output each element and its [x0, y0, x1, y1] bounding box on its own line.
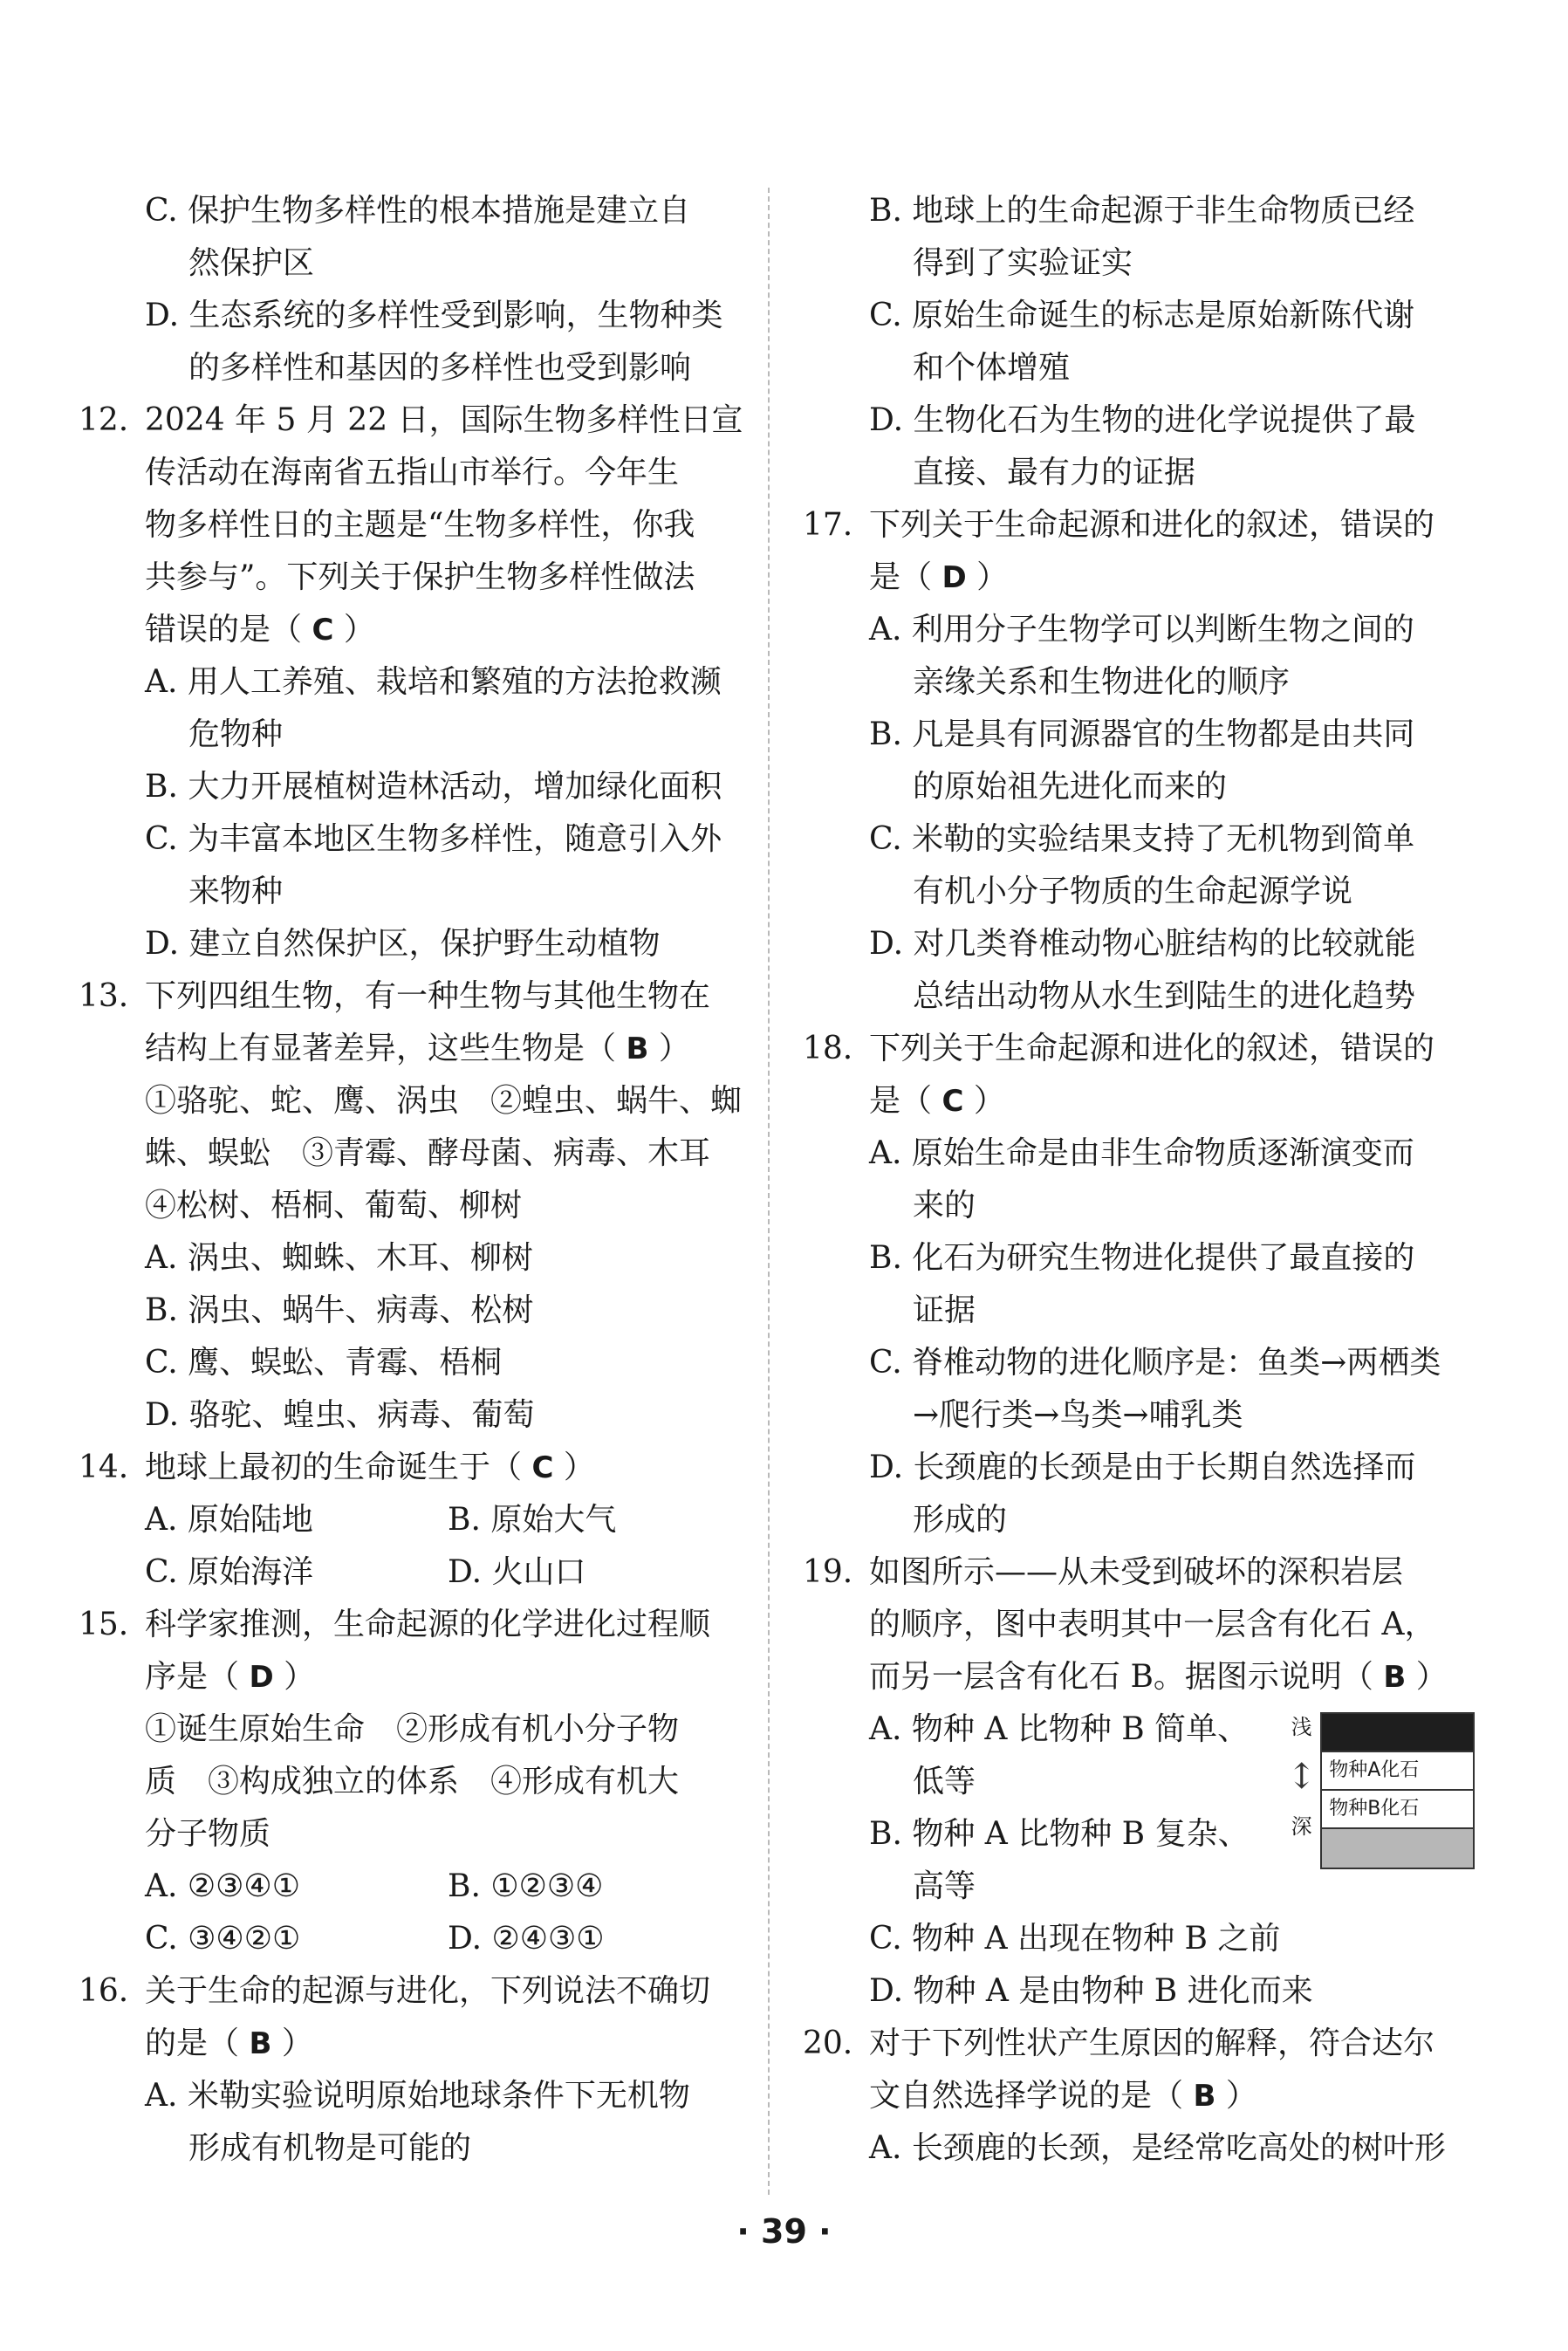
question-14	[79, 1442, 750, 1599]
stem-line: 是（ D ）	[869, 559, 1009, 595]
strata-layers	[1320, 1712, 1475, 1869]
group-line: ①诞生原始生命 ②形成有机小分子物	[145, 1711, 680, 1747]
options-row	[79, 1913, 750, 1965]
question-stem: 17. 下列关于生命起源和进化的叙述，错误的	[803, 499, 1475, 552]
left-column	[79, 185, 750, 2175]
option-d: D. 建立自然保护区，保护野生动植物	[145, 926, 661, 962]
option-c: C. 为丰富本地区生物多样性，随意引入外	[145, 821, 722, 857]
option-b: B. 大力开展植树造林活动，增加绿化面积	[145, 769, 722, 805]
option-c: C. 原始海洋	[145, 1554, 314, 1590]
option-c-cont: →爬行类→鸟类→哺乳类	[913, 1397, 1243, 1433]
option-a-cont: 来的	[913, 1188, 976, 1223]
right-column	[803, 185, 1475, 2175]
question-stem: 12. 2024 年 5 月 22 日，国际生物多样性日宣	[79, 394, 750, 447]
question-number: 19.	[803, 1554, 853, 1590]
option-d: D. 生物化石为生物的进化学说提供了最	[869, 402, 1416, 438]
option-a: A. 原始生命是由非生命物质逐渐演变而	[869, 1135, 1414, 1171]
option-c-cont: 有机小分子物质的生命起源学说	[913, 874, 1353, 909]
options-ab	[803, 1703, 1276, 1913]
rock-strata-figure	[1283, 1712, 1475, 1869]
option-a: A. 米勒实验说明原始地球条件下无机物	[145, 2078, 690, 2114]
option-d-cont: 的多样性和基因的多样性也受到影响	[188, 350, 692, 386]
shallow-label: 浅	[1291, 1715, 1312, 1739]
option-c: C. ③④②①	[145, 1921, 301, 1957]
fossil-a-layer: 物种A化石	[1322, 1752, 1473, 1791]
question-number: 14.	[79, 1450, 129, 1485]
question-number: 17.	[803, 507, 853, 543]
question-stem: 16. 关于生命的起源与进化，下列说法不确切	[79, 1965, 750, 2018]
answer-letter: D	[941, 560, 967, 595]
question-stem: 14. 地球上最初的生命诞生于（ C ）	[79, 1442, 750, 1494]
column-divider	[768, 188, 770, 2195]
option-d: D. 骆驼、蝗虫、病毒、葡萄	[145, 1397, 535, 1433]
option-c-cont: 然保护区	[188, 245, 315, 281]
answer-letter: C	[531, 1450, 554, 1485]
answer-letter: B	[1383, 1660, 1407, 1695]
double-arrow-icon: ↕	[1286, 1757, 1317, 1797]
question-13	[79, 970, 750, 1442]
group-line: ④松树、梧桐、葡萄、柳树	[145, 1188, 523, 1223]
option-b: B. 地球上的生命起源于非生命物质已经	[869, 193, 1415, 229]
answer-letter: C	[941, 1084, 964, 1119]
option-d: D. 长颈鹿的长颈是由于长期自然选择而	[869, 1450, 1416, 1485]
option-c-cont: 和个体增殖	[913, 350, 1071, 386]
option-b-cont: 得到了实验证实	[913, 245, 1133, 281]
option-b-cont: 高等	[913, 1868, 976, 1904]
question-stem: 18. 下列关于生命起源和进化的叙述，错误的	[803, 1023, 1475, 1075]
option-d: D. 火山口	[448, 1554, 586, 1590]
option-d-cont: 直接、最有力的证据	[913, 455, 1196, 490]
option-a: A. 利用分子生物学可以判断生物之间的	[869, 612, 1414, 648]
option-d-cont: 总结出动物从水生到陆生的进化趋势	[913, 978, 1416, 1014]
group-line: 蛛、蜈蚣 ③青霉、酵母菌、病毒、木耳	[145, 1135, 711, 1171]
question-stem: 13. 下列四组生物，有一种生物与其他生物在	[79, 970, 750, 1023]
question-15	[79, 1599, 750, 1965]
stem-line: 的是（ B ）	[145, 2025, 313, 2061]
answer-letter: B	[626, 1032, 649, 1066]
stem-line: 是（ C ）	[869, 1083, 1005, 1119]
option-c: C. 鹰、蜈蚣、青霉、梧桐	[145, 1345, 503, 1381]
question-stem: 15. 科学家推测，生命起源的化学进化过程顺	[79, 1599, 750, 1651]
question-20	[803, 2018, 1475, 2175]
option-d: D. 生态系统的多样性受到影响，生物种类	[145, 298, 723, 333]
option-a: A. 用人工养殖、栽培和繁殖的方法抢救濒	[145, 664, 722, 700]
group-line: 质 ③构成独立的体系 ④形成有机大	[145, 1764, 680, 1799]
option-d: D. 物种 A 是由物种 B 进化而来	[869, 1973, 1313, 2009]
option-d: D. ②④③①	[448, 1921, 605, 1957]
option-c-cont: 来物种	[188, 874, 284, 909]
option-a: A. 原始陆地	[145, 1502, 313, 1538]
question-12	[79, 394, 750, 970]
options-row	[79, 1861, 750, 1913]
question-number: 12.	[79, 402, 129, 438]
question-16-tail	[803, 185, 1475, 499]
stem-line: 共参与”。下列关于保护生物多样性做法	[145, 559, 695, 595]
stem-line: 的顺序，图中表明其中一层含有化石 A，	[869, 1607, 1436, 1642]
question-number: 18.	[803, 1031, 853, 1066]
option-d-cont: 形成的	[913, 1502, 1008, 1538]
question-16	[79, 1965, 750, 2175]
option-a-cont: 亲缘关系和生物进化的顺序	[913, 664, 1291, 700]
page-number: · 39 ·	[736, 2212, 832, 2251]
question-number: 15.	[79, 1607, 129, 1642]
option-b: B. ①②③④	[448, 1868, 604, 1904]
answer-letter: B	[249, 2026, 272, 2061]
option-a-cont: 形成有机物是可能的	[188, 2130, 472, 2166]
option-a: A. 物种 A 比物种 B 简单、	[869, 1711, 1250, 1747]
question-stem: 19. 如图所示——从未受到破坏的深积岩层	[803, 1546, 1475, 1599]
group-line: ①骆驼、蛇、鹰、涡虫 ②蝗虫、蜗牛、蜘	[145, 1083, 743, 1119]
option-b-cont: 证据	[913, 1292, 976, 1328]
option-b: B. 物种 A 比物种 B 复杂、	[869, 1816, 1250, 1852]
option-b: B. 涡虫、蜗牛、病毒、松树	[145, 1292, 534, 1328]
stem-line: 而另一层含有化石 B。据图示说明（ B ）	[869, 1659, 1448, 1695]
option-c: C. 原始生命诞生的标志是原始新陈代谢	[869, 298, 1415, 333]
bottom-layer	[1322, 1829, 1473, 1868]
stem-line: 传活动在海南省五指山市举行。今年生	[145, 455, 680, 490]
option-a: A. 长颈鹿的长颈，是经常吃高处的树叶形	[869, 2130, 1446, 2166]
stem-line: 物多样性日的主题是“生物多样性，你我	[145, 507, 695, 543]
option-a: A. 涡虫、蜘蛛、木耳、柳树	[145, 1240, 533, 1276]
stem-line: 文自然选择学说的是（ B ）	[869, 2078, 1257, 2114]
stem-line: 序是（ D ）	[145, 1659, 316, 1695]
question-number: 13.	[79, 978, 129, 1014]
option-a-cont: 低等	[913, 1764, 976, 1799]
stem-line: 错误的是（ C ）	[145, 612, 375, 648]
option-c: C. 保护生物多样性的根本措施是建立自	[145, 193, 691, 229]
top-layer	[1322, 1714, 1473, 1752]
question-19	[803, 1546, 1475, 2018]
answer-letter: C	[312, 613, 334, 648]
deep-label: 深	[1291, 1814, 1312, 1839]
group-line: 分子物质	[145, 1816, 271, 1852]
option-b: B. 原始大气	[448, 1502, 617, 1538]
question-stem: 20. 对于下列性状产生原因的解释，符合达尔	[803, 2018, 1475, 2070]
options-with-figure	[803, 1703, 1475, 1913]
answer-letter: B	[1193, 2079, 1216, 2114]
option-c: C. 物种 A 出现在物种 B 之前	[869, 1921, 1281, 1957]
option-c: C. 脊椎动物的进化顺序是：鱼类→两栖类	[869, 1345, 1441, 1381]
question-number: 20.	[803, 2025, 853, 2061]
option-d: D. 对几类脊椎动物心脏结构的比较就能	[869, 926, 1416, 962]
option-a: A. ②③④①	[145, 1868, 300, 1904]
question-18	[803, 1023, 1475, 1546]
depth-axis	[1283, 1712, 1320, 1869]
fossil-b-layer: 物种B化石	[1322, 1791, 1473, 1829]
option-a-cont: 危物种	[188, 716, 284, 752]
option-b-cont: 的原始祖先进化而来的	[913, 769, 1228, 805]
option-c: C. 米勒的实验结果支持了无机物到简单	[869, 821, 1415, 857]
option-b: B. 凡是具有同源器官的生物都是由共同	[869, 716, 1415, 752]
stem-line: 结构上有显著差异，这些生物是（ B ）	[145, 1031, 690, 1066]
question-number: 16.	[79, 1973, 129, 2009]
options-row	[79, 1494, 750, 1546]
question-17	[803, 499, 1475, 1023]
options-row	[79, 1546, 750, 1599]
option-b: B. 化石为研究生物进化提供了最直接的	[869, 1240, 1415, 1276]
question-11-tail	[79, 185, 750, 394]
answer-letter: D	[249, 1660, 274, 1695]
